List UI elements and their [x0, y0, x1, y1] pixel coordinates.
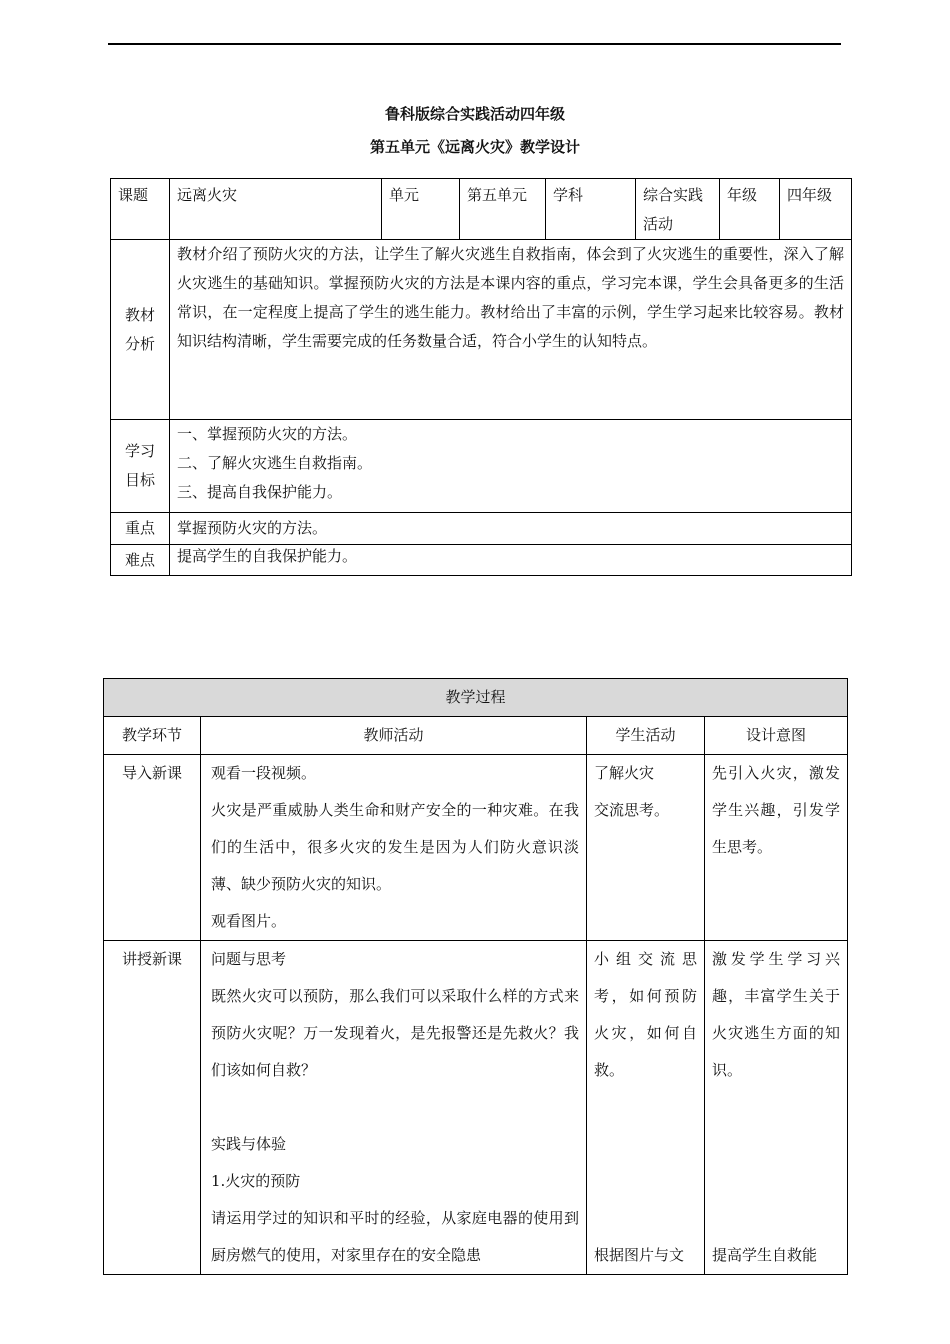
blank-line — [211, 1089, 579, 1126]
column-header-teacher: 教师活动 — [201, 717, 587, 755]
column-header-stage: 教学环节 — [104, 717, 201, 755]
process-header: 教学过程 — [104, 679, 848, 717]
key-point-value: 掌握预防火灾的方法。 — [170, 513, 852, 545]
header-rule — [108, 43, 841, 45]
student-activity-new-lesson — [587, 941, 705, 1275]
document-title: 鲁科版综合实践活动四年级 — [384, 105, 565, 123]
goals-list — [170, 420, 852, 513]
teacher-line: 实践与体验 — [211, 1135, 287, 1153]
lesson-label: 课题 — [111, 179, 170, 240]
teacher-activity-intro — [201, 755, 587, 941]
teacher-line: 请运用学过的知识和平时的经验，从家庭电器的使用到厨房燃气的使用，对家里存在的安全隐患 — [211, 1209, 579, 1264]
stage-new-lesson: 讲授新课 — [104, 941, 201, 1275]
teacher-line: 火灾是严重威胁人类生命和财产安全的一种灾难。在我们的生活中，很多火灾的发生是因为人们防火意识淡薄、缺少预防火灾的知识。 — [211, 801, 579, 893]
teacher-line: 问题与思考 — [211, 950, 287, 968]
difficulty-label: 难点 — [111, 545, 170, 576]
goal-item: 一、掌握预防火灾的方法。 — [177, 425, 358, 443]
student-text-continued: 根据图片与文 — [594, 1246, 685, 1264]
student-text: 小组交流思考，如何预防火灾，如何自救。 — [594, 950, 697, 1079]
difficulty-value: 提高学生的自我保护能力。 — [170, 545, 852, 576]
grade-label: 年级 — [720, 179, 780, 240]
analysis-label-line2: 分析 — [124, 334, 155, 353]
subject-value-line2: 活动 — [643, 215, 674, 233]
column-header-intent: 设计意图 — [705, 717, 848, 755]
student-line: 交流思考。 — [594, 801, 670, 819]
column-header-student: 学生活动 — [587, 717, 705, 755]
goals-label-line1: 学习 — [124, 442, 155, 460]
goal-item: 二、了解火灾逃生自救指南。 — [177, 454, 373, 472]
student-line: 了解火灾 — [594, 764, 655, 782]
analysis-label — [111, 240, 170, 420]
document-subtitle: 第五单元《远离火灾》教学设计 — [369, 138, 580, 156]
design-intent-intro: 先引入火灾，激发学生兴趣，引发学生思考。 — [705, 755, 848, 941]
lesson-value: 远离火灾 — [170, 179, 382, 240]
grade-value: 四年级 — [780, 179, 852, 240]
goals-label — [111, 420, 170, 513]
teacher-line: 既然火灾可以预防，那么我们可以采取什么样的方式来预防火灾呢？万一发现着火，是先报警还是先救火？我们该如何自救？ — [211, 987, 579, 1079]
goals-label-line2: 目标 — [124, 471, 155, 489]
design-intent-new-lesson — [705, 941, 848, 1275]
teaching-process-table — [103, 678, 848, 1275]
subject-value-line1: 综合实践 — [643, 186, 704, 204]
unit-value: 第五单元 — [460, 179, 546, 240]
analysis-label-line1: 教材 — [124, 305, 155, 324]
subject-label: 学科 — [546, 179, 636, 240]
lesson-info-table — [110, 178, 852, 576]
goal-item: 三、提高自我保护能力。 — [177, 483, 343, 501]
teacher-line: 观看图片。 — [211, 912, 287, 930]
key-point-label: 重点 — [111, 513, 170, 545]
unit-label: 单元 — [382, 179, 460, 240]
intent-text: 激发学生学习兴趣，丰富学生关于火灾逃生方面的知识。 — [712, 950, 841, 1079]
stage-intro: 导入新课 — [104, 755, 201, 941]
teacher-line: 1.火灾的预防 — [211, 1172, 301, 1190]
student-activity-intro — [587, 755, 705, 941]
intent-text-continued: 提高学生自救能 — [712, 1246, 818, 1264]
teacher-activity-new-lesson — [201, 941, 587, 1275]
subject-value — [636, 179, 720, 240]
teacher-line: 观看一段视频。 — [211, 764, 317, 782]
analysis-text: 教材介绍了预防火灾的方法，让学生了解火灾逃生自救指南，体会到了火灾逃生的重要性，深入了解火灾逃生的基础知识。掌握预防火灾的方法是本课内容的重点，学习完本课，学生会具备更多的生活常识，在一定程度上提高了学生的逃生能力。教材给出了丰富的示例，学生学习起来比较容易。教材知识结构清晰，学生需要完成的任务数量合适，符合小学生的认知特点。 — [170, 240, 852, 420]
